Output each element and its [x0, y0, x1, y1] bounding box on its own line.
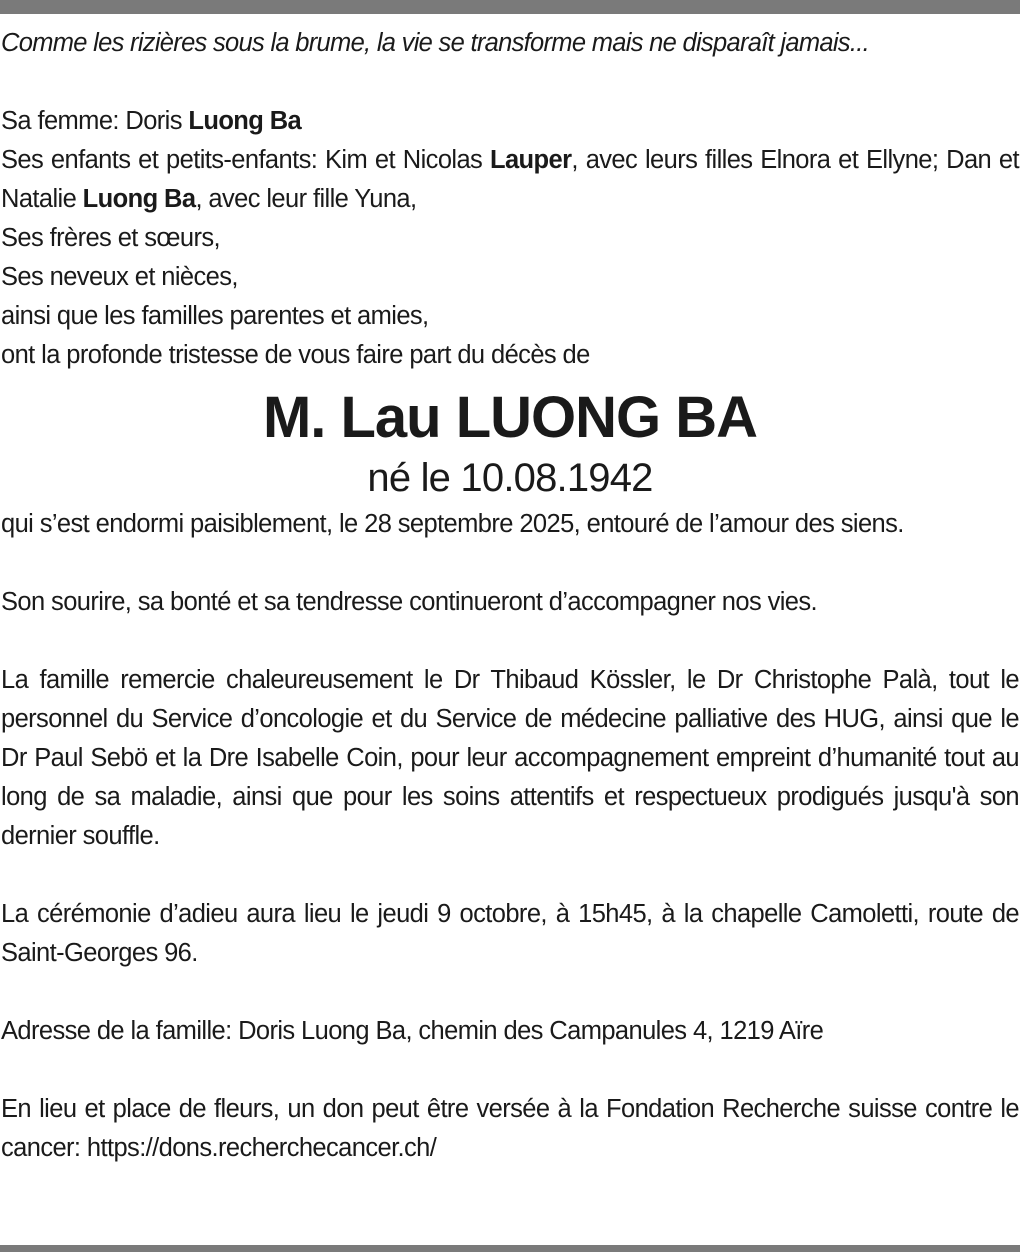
address-paragraph: Adresse de la famille: Doris Luong Ba, chemin des Campanules 4, 1219 Aïre [1, 1017, 824, 1045]
spacer [1, 856, 1019, 895]
children-line [1, 141, 1019, 219]
epigraph: Comme les rizières sous la brume, la vie se transforme mais ne disparaît jamais... [1, 29, 870, 57]
wife-prefix: Sa femme: Doris [1, 107, 189, 135]
passing-paragraph: qui s’est endormi paisiblement, le 28 septembre 2025, entouré de l’amour des siens. [1, 510, 904, 538]
spacer [1, 973, 1019, 1012]
children-surname-2: Luong Ba [82, 185, 196, 213]
spacer [1, 622, 1019, 661]
relatives-line: ainsi que les familles parentes et amies, [1, 302, 429, 330]
spacer [1, 1051, 1019, 1090]
obituary-notice [1, 24, 1019, 1168]
siblings-line: Ses frères et sœurs, [1, 224, 220, 252]
tribute-paragraph: Son sourire, sa bonté et sa tendresse continueront d’accompagner nos vies. [1, 588, 818, 616]
top-rule [0, 0, 1020, 14]
wife-line [1, 102, 1019, 141]
spacer [1, 544, 1019, 583]
announcement-line: ont la profonde tristesse de vous faire part du décès de [1, 341, 590, 369]
children-surname-1: Lauper [490, 146, 572, 174]
thanks-paragraph: La famille remercie chaleureusement le Dr Thibaud Kössler, le Dr Christophe Palà, tout le personnel du Service d’oncologie et du Service de médecine palliative des HUG, ainsi que le Dr Paul Sebö et la Dre Isabelle Coin, pour leur accompagnement empreint d’humanité tout au long de sa maladie, ainsi que pour les soins attentifs et respectueux prodigués jusqu'à son dernier souffle. [1, 666, 1019, 850]
donation-paragraph: En lieu et place de fleurs, un don peut être versée à la Fondation Recherche suisse contre le cancer: https://dons.recherchecancer.ch/ [1, 1095, 1019, 1162]
spacer [1, 63, 1019, 102]
children-prefix: Ses enfants et petits-enfants: Kim et Nicolas [1, 146, 490, 174]
nephews-line: Ses neveux et nièces, [1, 263, 238, 291]
bottom-rule [0, 1245, 1020, 1252]
children-suffix: , avec leur fille Yuna, [195, 185, 417, 213]
deceased-name: M. Lau LUONG BA [262, 385, 758, 450]
children-mid: , avec leurs filles Elnora et Ellyne; Dan et Natalie [1, 146, 1019, 213]
ceremony-paragraph: La cérémonie d’adieu aura lieu le jeudi 9 octobre, à 15h45, à la chapelle Camoletti, route de Saint-Georges 96. [1, 900, 1019, 967]
wife-surname: Luong Ba [188, 107, 302, 135]
deceased-birth: né le 10.08.1942 [367, 456, 653, 500]
